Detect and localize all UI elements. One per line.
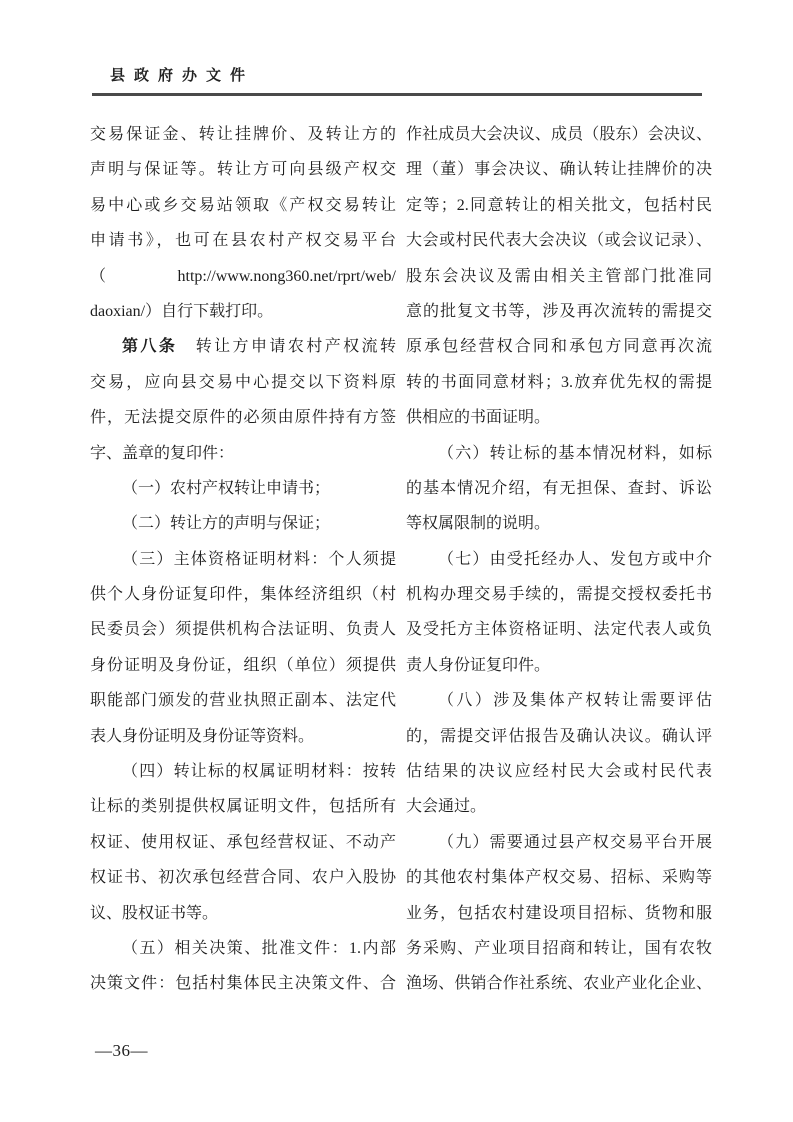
text-line: 作社成员大会决议、成员（股东）会决议、 bbox=[406, 126, 712, 143]
text-line: 的，需提交评估报告及确认决议。确认评 bbox=[406, 727, 712, 745]
text-line: （四）转让标的权属证明材料：按转 bbox=[122, 763, 396, 781]
text-line: 估结果的决议应经村民大会或村民代表 bbox=[406, 763, 712, 781]
text-line: （http://www.nong360.net/rprt/web/ bbox=[90, 267, 396, 285]
text-line: 决策文件：包括村集体民主决策文件、合 bbox=[90, 975, 396, 993]
text-line: 的其他农村集体产权交易、招标、采购等 bbox=[406, 869, 712, 887]
text-line: 件，无法提交原件的必须由原件持有方签 bbox=[90, 409, 396, 427]
text-line: 大会或村民代表大会决议（或会议记录）、 bbox=[406, 232, 712, 250]
text-line: （六）转让标的基本情况材料，如标 bbox=[438, 444, 712, 462]
text-line: （一）农村产权转让申请书； bbox=[122, 479, 331, 497]
text-line: 第八条 转让方申请农村产权流转 bbox=[122, 338, 396, 356]
text-line: 身份证明及身份证，组织（单位）须提供 bbox=[90, 656, 396, 674]
text-line: 申请书》，也可在县农村产权交易平台 bbox=[90, 232, 396, 250]
text-line: 易中心或乡交易站领取《产权交易转让 bbox=[90, 196, 396, 214]
text-line: 机构办理交易手续的，需提交授权委托书 bbox=[406, 586, 712, 604]
column-left bbox=[90, 117, 396, 1002]
text-line: 字、盖章的复印件： bbox=[90, 444, 235, 462]
text-line: 渔场、供销合作社系统、农业产业化企业、 bbox=[406, 975, 712, 993]
text-line: 转的书面同意材料；3.放弃优先权的需提 bbox=[406, 373, 712, 391]
text-line: 权证、使用权证、承包经营权证、不动产 bbox=[90, 833, 396, 851]
text-line: 大会通过。 bbox=[406, 798, 487, 816]
text-line: （八）涉及集体产权转让需要评估 bbox=[438, 692, 712, 710]
text-line: 股东会决议及需由相关主管部门批准同 bbox=[406, 267, 712, 285]
text-line: （二）转让方的声明与保证； bbox=[122, 515, 331, 533]
text-line: 权证书、初次承包经营合同、农户入股协 bbox=[90, 869, 396, 887]
text-line: 等权属限制的说明。 bbox=[406, 515, 551, 533]
page-number: —36— bbox=[95, 1041, 148, 1060]
text-line: 责人身份证复印件。 bbox=[406, 656, 551, 674]
text-line: （九）需要通过县产权交易平台开展 bbox=[438, 833, 712, 851]
document-body bbox=[90, 117, 712, 1002]
text-line: 业务，包括农村建设项目招标、货物和服 bbox=[406, 904, 712, 922]
text-line: （五）相关决策、批准文件：1.内部 bbox=[122, 939, 396, 957]
text-line: 民委员会）须提供机构合法证明、负责人 bbox=[90, 621, 396, 639]
text-line: 原承包经营权合同和承包方同意再次流 bbox=[406, 338, 712, 356]
text-line: 意的批复文书等，涉及再次流转的需提交 bbox=[406, 302, 712, 320]
text-line: 务采购、产业项目招商和转让，国有农牧 bbox=[406, 939, 712, 957]
text-line: （七）由受托经办人、发包方或中介 bbox=[438, 550, 712, 568]
text-line: 的基本情况介绍，有无担保、查封、诉讼 bbox=[406, 479, 712, 497]
page-header bbox=[92, 64, 702, 96]
article-number: 第八条 bbox=[122, 338, 178, 356]
text-line: 交易保证金、转让挂牌价、及转让方的 bbox=[90, 126, 396, 143]
text-line: 让标的类别提供权属证明文件，包括所有 bbox=[90, 798, 396, 816]
text-line: 议、股权证书等。 bbox=[90, 904, 219, 922]
column-right bbox=[406, 117, 712, 1002]
text-line: daoxian/）自行下载打印。 bbox=[90, 302, 274, 320]
text-line: 定等；2.同意转让的相关批文，包括村民 bbox=[406, 196, 712, 214]
text-line: （三）主体资格证明材料：个人须提 bbox=[122, 550, 396, 568]
text-line: 表人身份证明及身份证等资料。 bbox=[90, 727, 315, 745]
text-line: 供个人身份证复印件，集体经济组织（村 bbox=[90, 586, 396, 604]
text-line: 声明与保证等。转让方可向县级产权交 bbox=[90, 161, 396, 179]
text-line: 职能部门颁发的营业执照正副本、法定代 bbox=[90, 692, 396, 710]
header-title: 县政府办文件 bbox=[110, 67, 255, 84]
text-line: 理（董）事会决议、确认转让挂牌价的决 bbox=[406, 161, 712, 179]
text-line: 交易，应向县交易中心提交以下资料原 bbox=[90, 373, 396, 391]
header-rule bbox=[92, 93, 702, 96]
text-line: 及受托方主体资格证明、法定代表人或负 bbox=[406, 621, 712, 639]
text-line: 供相应的书面证明。 bbox=[406, 409, 551, 427]
page-footer bbox=[95, 1041, 148, 1061]
